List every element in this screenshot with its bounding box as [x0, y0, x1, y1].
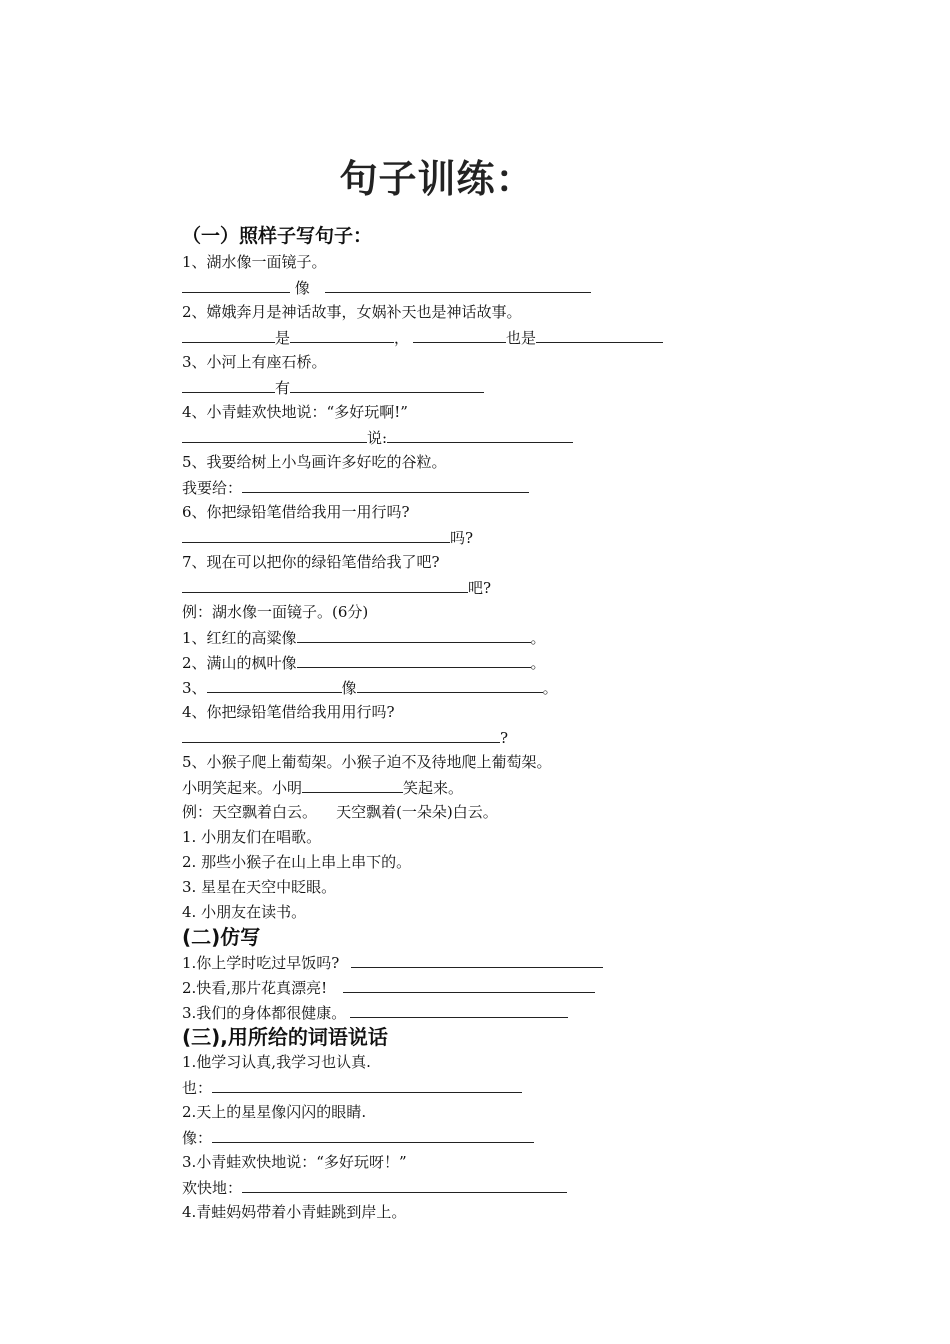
answer-text: 说:: [367, 429, 388, 447]
answer-blank[interactable]: [325, 275, 591, 293]
question-text: 笑起来。: [403, 779, 464, 797]
example2-q4: 4、你把绿铅笔借给我用用行吗?: [182, 703, 395, 721]
question-text: 3、: [182, 679, 207, 697]
answer-text: 吗?: [450, 529, 474, 547]
example2-q2: [182, 650, 882, 675]
example3-item: 3. 星星在天空中眨眼。: [182, 878, 337, 896]
s1-item3-answer-line: [182, 375, 882, 400]
page-title: 句子训练：: [339, 157, 535, 201]
question-text: 小明笑起来。小明: [182, 779, 303, 797]
s1-item6-answer-line: [182, 525, 882, 550]
s1-item5-prompt: 5、我要给树上小鸟画许多好吃的谷粒。: [182, 453, 447, 471]
section2-heading: (二)仿写: [182, 925, 261, 949]
answer-blank[interactable]: [207, 675, 342, 693]
answer-blank[interactable]: [297, 650, 531, 668]
s1-item5-answer-line: [182, 475, 882, 500]
s2-item1: [182, 950, 882, 975]
answer-blank[interactable]: [350, 1000, 568, 1018]
example3-label: 例：天空飘着白云。 天空飘着(一朵朵)白云。: [182, 803, 498, 821]
s1-item4-answer-line: [182, 425, 882, 450]
example2-q5-line: [182, 775, 882, 800]
question-text: 也：: [182, 1079, 213, 1097]
answer-blank[interactable]: [182, 325, 275, 343]
s1-item3-prompt: 3、小河上有座石桥。: [182, 353, 327, 371]
answer-text: 我要给：: [182, 479, 243, 497]
answer-blank[interactable]: [290, 325, 394, 343]
s3-item2-prompt: 2.天上的星星像闪闪的眼睛.: [182, 1103, 367, 1121]
answer-blank[interactable]: [302, 775, 403, 793]
example2-q3: [182, 675, 882, 700]
s1-item1-prompt: 1、湖水像一面镜子。: [182, 253, 327, 271]
section1-heading: （一）照样子写句子：: [182, 225, 373, 247]
s1-item2-answer-line: [182, 325, 882, 350]
question-text: 2、满山的枫叶像: [182, 654, 297, 672]
s1-item6-prompt: 6、你把绿铅笔借给我用一用行吗?: [182, 503, 410, 521]
answer-blank[interactable]: [297, 625, 531, 643]
answer-blank[interactable]: [387, 425, 573, 443]
question-text: 2.快看,那片花真漂亮!: [182, 979, 328, 997]
question-text: 像: [341, 679, 357, 697]
s1-item4-prompt: 4、小青蛙欢快地说：“多好玩啊!”: [182, 403, 408, 421]
answer-text: 像: [294, 279, 310, 297]
worksheet-content: [182, 222, 882, 1225]
example2-label: 例：湖水像一面镜子。(6分): [182, 603, 369, 621]
answer-text: 也是: [506, 329, 537, 347]
s3-item3-prompt: 3.小青蛙欢快地说：“多好玩呀！”: [182, 1153, 407, 1171]
example3-item: 4. 小朋友在读书。: [182, 903, 307, 921]
question-text: 1、红红的高粱像: [182, 629, 297, 647]
answer-blank[interactable]: [182, 425, 367, 443]
s3-item4-prompt: 4.青蛙妈妈带着小青蛙跳到岸上。: [182, 1203, 407, 1221]
example2-q5: 5、小猴子爬上葡萄架。小猴子迫不及待地爬上葡萄架。: [182, 753, 552, 771]
answer-blank[interactable]: [357, 675, 543, 693]
example2-q1: [182, 625, 882, 650]
s1-item2-prompt: 2、嫦娥奔月是神话故事，女娲补天也是神话故事。: [182, 303, 522, 321]
answer-blank[interactable]: [182, 575, 468, 593]
answer-blank[interactable]: [212, 1125, 534, 1143]
s3-item2-answer-line: [182, 1125, 882, 1150]
s3-item1-answer-line: [182, 1075, 882, 1100]
question-text: ?: [500, 729, 509, 747]
answer-blank[interactable]: [351, 950, 603, 968]
s1-item7-answer-line: [182, 575, 882, 600]
answer-blank[interactable]: [242, 475, 529, 493]
answer-blank[interactable]: [182, 725, 500, 743]
answer-blank[interactable]: [182, 525, 450, 543]
question-text: 。: [542, 679, 558, 697]
answer-text: ，: [394, 329, 410, 347]
s1-item1-answer-line: [182, 275, 882, 300]
answer-text: 吧?: [468, 579, 492, 597]
s2-item3: [182, 1000, 882, 1025]
s3-item3-answer-line: [182, 1175, 882, 1200]
example3-item: 2. 那些小猴子在山上串上串下的。: [182, 853, 412, 871]
section3-heading: (三),用所给的词语说话: [182, 1025, 388, 1049]
question-text: 3.我们的身体都很健康。: [182, 1004, 347, 1022]
answer-text: 是: [275, 329, 291, 347]
example3-item: 1. 小朋友们在唱歌。: [182, 828, 322, 846]
answer-text: 有: [275, 379, 291, 397]
answer-blank[interactable]: [290, 375, 484, 393]
answer-blank[interactable]: [182, 375, 275, 393]
example2-q4-answer-line: [182, 725, 882, 750]
answer-blank[interactable]: [536, 325, 663, 343]
question-text: 。: [530, 654, 546, 672]
answer-blank[interactable]: [343, 975, 595, 993]
answer-blank[interactable]: [242, 1175, 567, 1193]
s2-item2: [182, 975, 882, 1000]
question-text: 像：: [182, 1129, 213, 1147]
s3-item1-prompt: 1.他学习认真,我学习也认真.: [182, 1053, 371, 1071]
question-text: 欢快地：: [182, 1179, 243, 1197]
question-text: 。: [530, 629, 546, 647]
question-text: 1.你上学时吃过早饭吗?: [182, 954, 340, 972]
answer-blank[interactable]: [413, 325, 506, 343]
answer-blank[interactable]: [182, 275, 290, 293]
s1-item7-prompt: 7、现在可以把你的绿铅笔借给我了吧?: [182, 553, 440, 571]
answer-blank[interactable]: [212, 1075, 522, 1093]
